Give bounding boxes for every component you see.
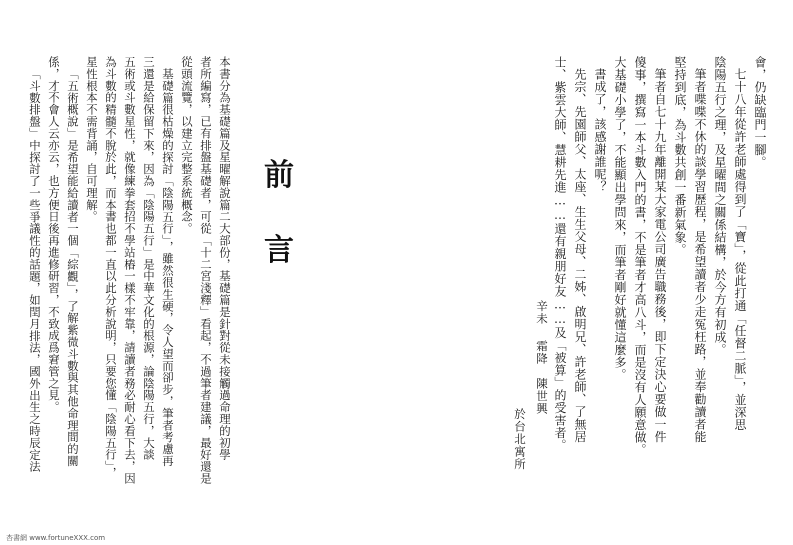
signature-date: 辛未 [535,300,549,325]
text-column: 陰陽五行之理，及星曜間之關係結構，於今方有初成。 [713,56,727,356]
signature-author: 霜降 陳世興 [535,340,549,415]
text-column: 筆者自七十九年離開某大家電公司廣告職務後，即下定決心要做一件 [653,68,667,443]
text-column: 士、紫雲大師、慧耕先進……還有親朋好友……及「被算」的受害者。 [553,56,567,452]
text-column: 書成了，該感謝誰呢？ [593,68,607,193]
text-column: 堅持到底，為斗數共創一番新氣象。 [673,56,687,256]
site-watermark: 杏書網 www.fortuneXXX.com [6,534,106,542]
title-char-front: 前 [264,158,294,193]
text-column: 先宗、先園師父、太座、生生父母、二姊、啟明兄、許老師、了無居 [573,68,587,443]
text-column: 傻事，撰寫一本斗數入門的書，不是筆者才高八斗，而是沒有人願意做。 [633,56,647,456]
title-char-words: 言 [264,233,294,268]
text-column: 「五術概說」是希望能給讀者一個「綜觀」，了解紫微斗數與其他命理間的關 [66,68,80,467]
text-column: 五術或斗數星性，就像練拳套招不學站樁一樣不牢靠，請讀者務必耐心看下去，因 [123,56,137,485]
text-column: 星性根本不需背誦，自可理解。 [85,56,99,223]
text-column: 「斗數排盤」中探討了一些爭議性的話題，如閏月排法，國外出生之時辰定法 [28,68,42,473]
text-column: 係，才不會人云亦云，也方便日後再進修研習，不致成爲窘管之見。 [47,56,61,413]
signature-place: 於台北寓所 [513,408,527,471]
text-column: 大基礎小學了，不能顯出學問來，而筆者剛好就懂這麼多。 [613,56,627,381]
text-column: 從頭流覽，以建立完整系統概念。 [180,56,194,235]
text-column: 筆者喋喋不休的談學習歷程，是希望讀者少走冤枉路，並奉勸讀者能 [693,68,707,443]
text-column: 會，仍缺臨門一腳。 [753,56,767,169]
text-column: 為斗數的精髓不脫於此，而本書也都一直以此分析說明，只要您懂「陰陽五行」， [104,56,118,479]
text-column: 三還是給保留下來，因為「陰陽五行」是中華文化的根源，論陰陽五行，大談 [142,56,156,461]
text-column: 本書分為基礎篇及星曜解說篇二大部份，基礎篇是針對從未接觸過命理的初學 [218,56,232,461]
text-column: 七十八年從許老師處得到了「寶」，從此打通「任督二脈」，並深思 [733,68,747,431]
text-column: 者所編寫，已有排盤基礎者，可從「十二宮淺釋」看起，不過筆者建議，最好還是 [199,56,213,485]
text-column: 基礎篇很枯燥的探討「陰陽五行」，雖然很生硬，令人望而卻步，筆者考慮再 [161,68,175,467]
